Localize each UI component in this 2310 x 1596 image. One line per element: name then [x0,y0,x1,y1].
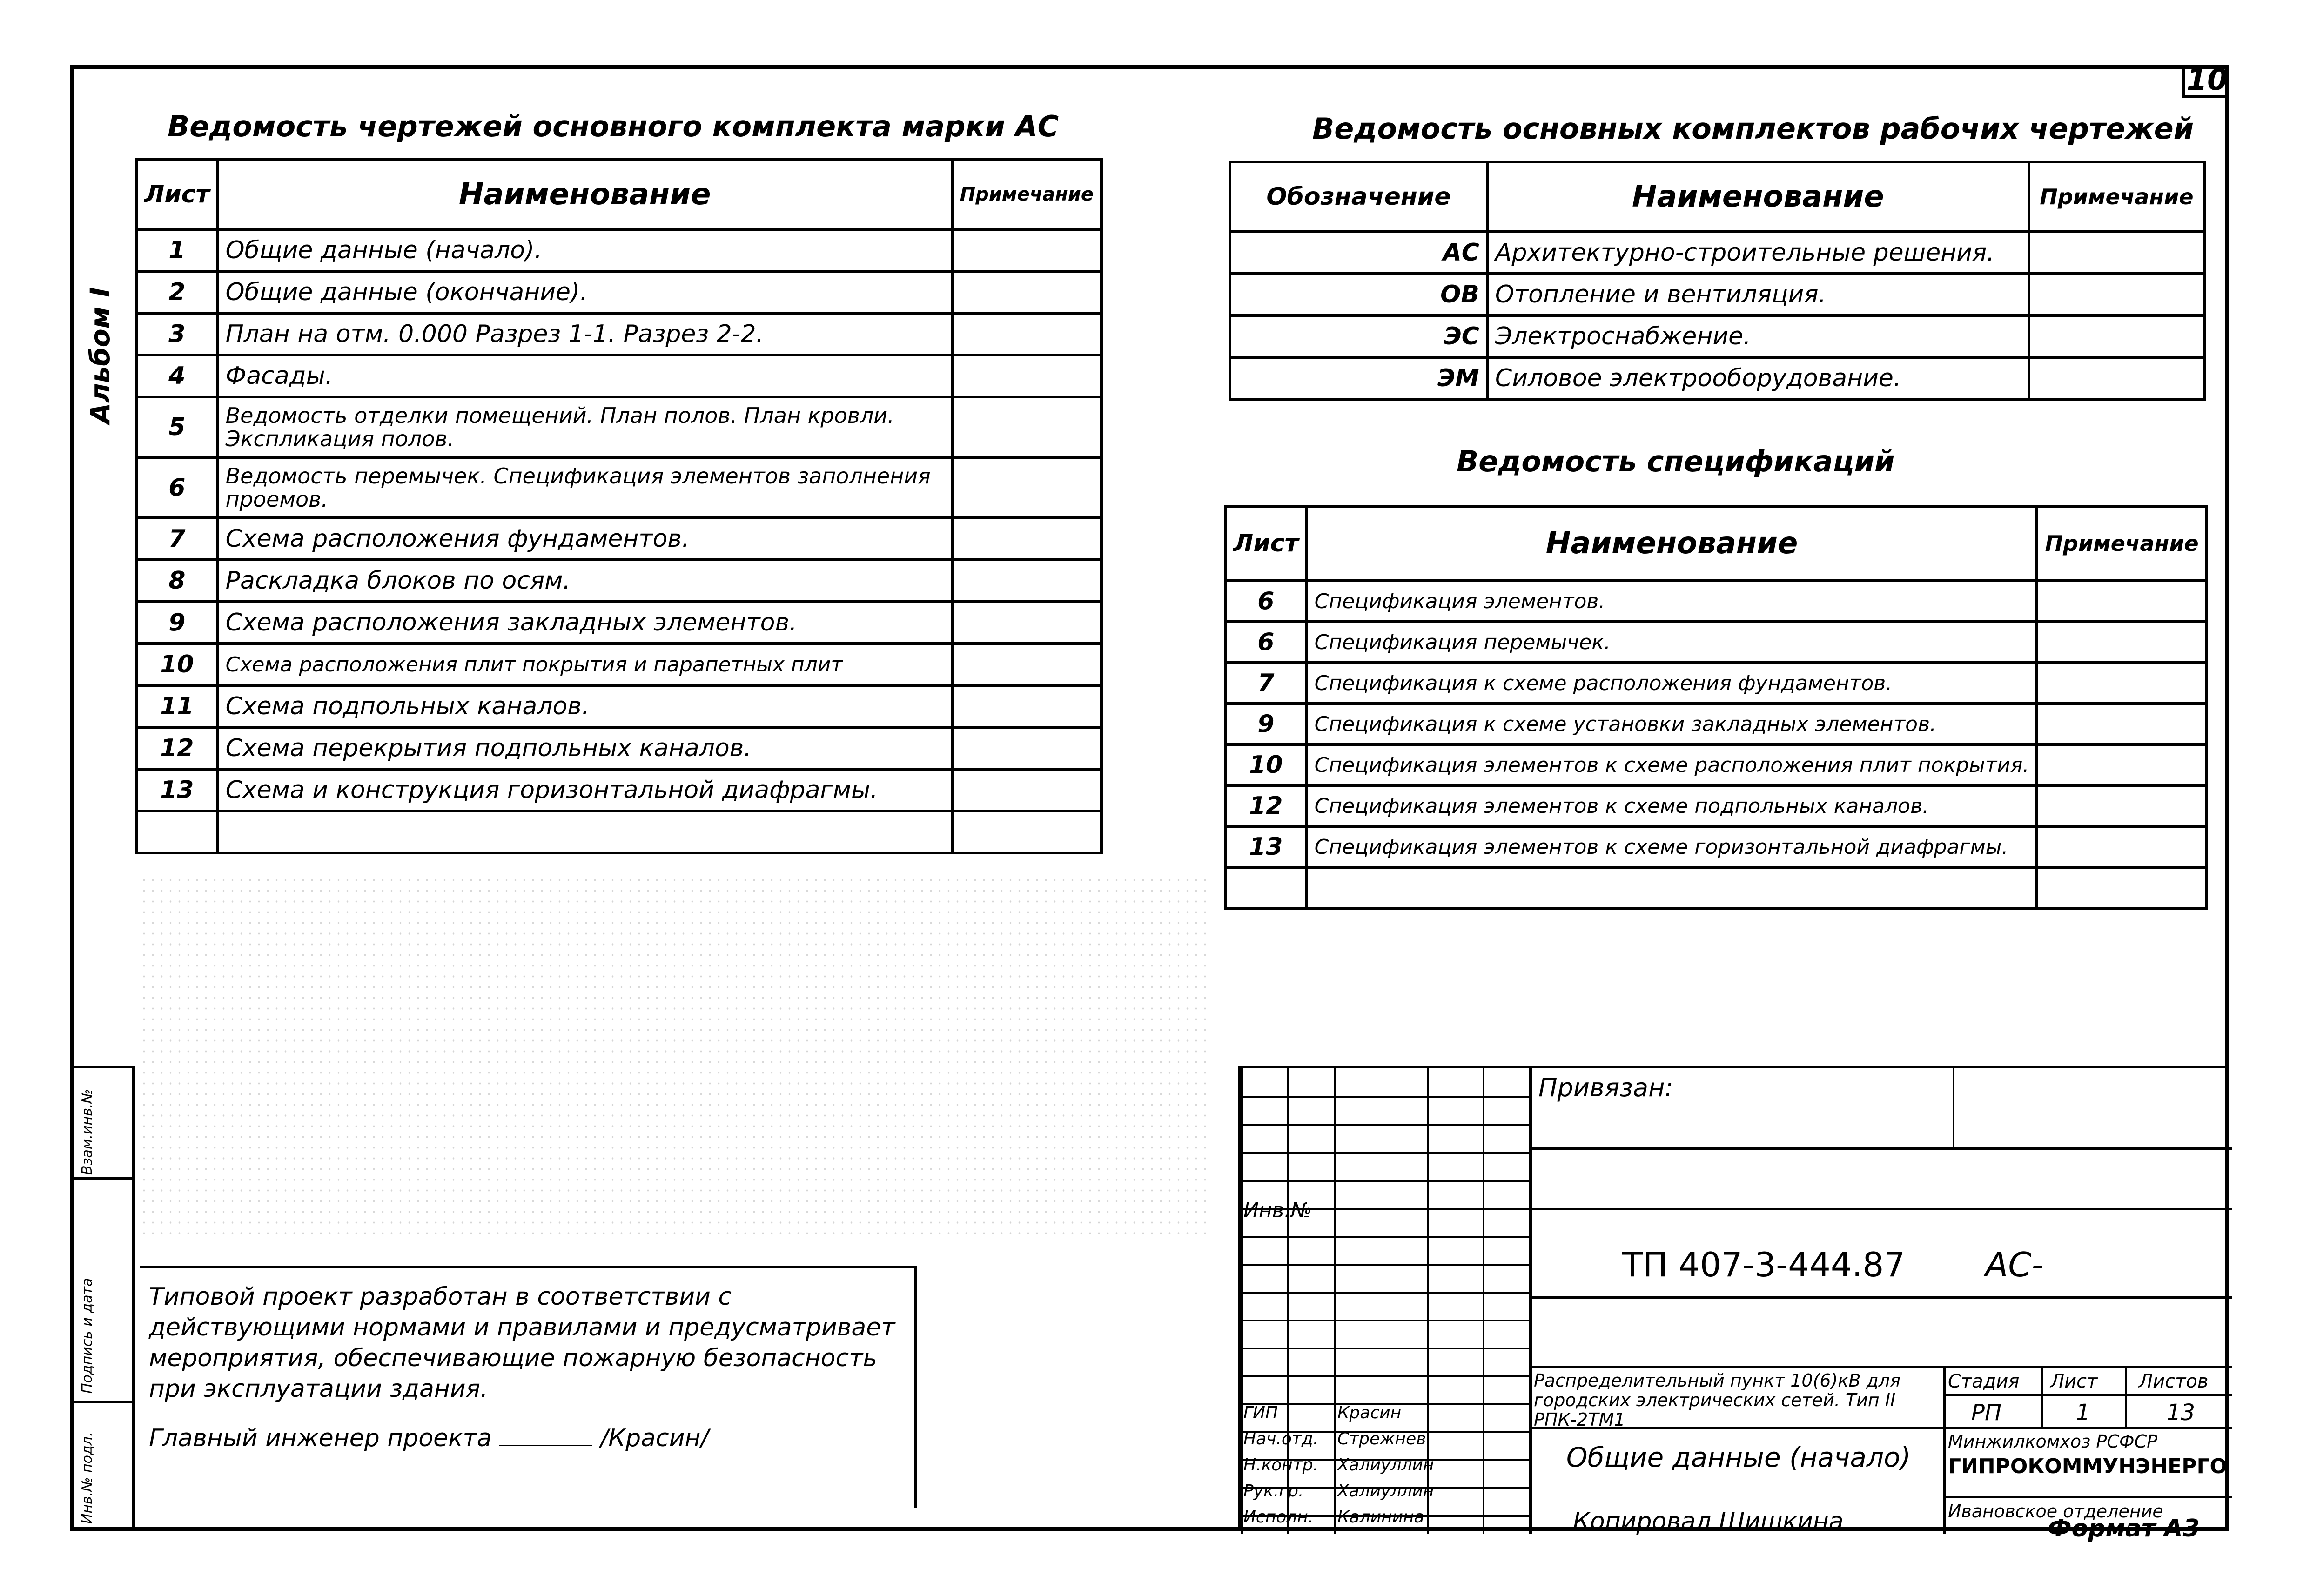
signature-role: Исполн. [1243,1508,1314,1527]
document-mark: АС- [1985,1245,2044,1284]
spec-name: Спецификация перемычек. [1307,622,2037,663]
drawings-list-title: Ведомость чертежей основного комплекта марки АС [168,109,1059,143]
signature-role: ГИП [1243,1403,1278,1422]
table-row [136,271,1101,313]
col-header-note: Примечание [952,160,1101,229]
col-header-sheet: Лист [1225,506,1307,581]
note-cell [952,355,1101,397]
table-row [1230,315,2204,357]
note-cell [2037,622,2206,663]
table-row [1225,826,2207,867]
drawings-table [135,158,1103,854]
side-cell-replace: Взам.инв.№ [70,1066,132,1177]
sheets-label: Листов [2139,1371,2209,1392]
sheet-number: 7 [136,518,218,560]
spec-name: Спецификация элементов к схеме подпольных каналов. [1307,785,2037,826]
col-header-name: Наименование [1307,506,2037,581]
drawing-name: Раскладка блоков по осям. [218,560,952,602]
document-code: ТП 407-3-444.87 [1622,1245,1906,1284]
sheet-number: 10 [1225,744,1307,785]
signature-name: Халиуллин [1337,1482,1434,1501]
stage-label: Стадия [1948,1371,2020,1392]
signature-role: Нач.отд. [1243,1429,1319,1448]
general-note [140,1266,917,1508]
note-cell [2037,581,2206,622]
sheet-number: 12 [136,727,218,769]
chief-engineer-line [149,1423,905,1454]
spec-name: Спецификация элементов к схеме расположения плит покрытия. [1307,744,2037,785]
note-cell [952,644,1101,685]
note-cell [2029,357,2204,399]
sheet-number: 11 [136,685,218,727]
table-row [136,727,1101,769]
note-cell [2037,785,2206,826]
table-row [136,355,1101,397]
table-row [136,560,1101,602]
table-row [136,602,1101,644]
col-header-note: Примечание [2029,162,2204,232]
col-header-name: Наименование [1487,162,2029,232]
table-row [1230,232,2204,274]
sheet-number: 6 [1225,622,1307,663]
table-row [1230,274,2204,315]
note-cell [952,397,1101,457]
spec-name: Спецификация к схеме установки закладных элементов. [1307,704,2037,744]
note-cell [952,727,1101,769]
sheet-number: 5 [136,397,218,457]
drawing-name: Схема расположения плит покрытия и парапетных плит [218,644,952,685]
table-row [136,811,1101,853]
sheet-value: 1 [2076,1400,2090,1426]
chief-engineer-name: /Красин/ [600,1424,709,1452]
note-cell [952,811,1101,853]
specs-list-title: Ведомость спецификаций [1457,444,1895,478]
drawing-name: Схема подпольных каналов. [218,685,952,727]
inv-label: Инв.№ [1243,1199,1312,1222]
sheet-number: 6 [1225,581,1307,622]
note-cell [952,602,1101,644]
spec-name: Спецификация элементов к схеме горизонтальной диафрагмы. [1307,826,2037,867]
org-line-1: Минжилкомхоз РСФСР [1948,1431,2158,1452]
sheet-number [136,811,218,853]
set-name: Архитектурно-строительные решения. [1487,232,2029,274]
note-cell [2037,867,2206,908]
drawing-name: Схема и конструкция горизонтальной диафрагмы. [218,769,952,811]
set-name: Силовое электрооборудование. [1487,357,2029,399]
sheet-number: 13 [1225,826,1307,867]
table-row [136,518,1101,560]
set-code: ОВ [1230,274,1487,315]
note-cell [2029,274,2204,315]
sheet-number: 2 [136,271,218,313]
table-row [1230,357,2204,399]
sheet-number: 7 [1225,663,1307,704]
table-row [136,229,1101,271]
set-name: Электроснабжение. [1487,315,2029,357]
org-line-2: ГИПРОКОММУНЭНЕРГО [1948,1455,2227,1478]
spec-name: Спецификация к схеме расположения фундаментов. [1307,663,2037,704]
table-row [1225,785,2207,826]
sets-table [1229,161,2206,401]
sheet-title: Общие данные (начало) [1566,1442,1911,1473]
drawing-name: Схема расположения закладных элементов. [218,602,952,644]
note-cell [952,685,1101,727]
drawing-name: Общие данные (окончание). [218,271,952,313]
table-row [136,685,1101,727]
note-cell [2037,704,2206,744]
signature-line [499,1445,592,1446]
sheet-number: 12 [1225,785,1307,826]
col-header-note: Примечание [2037,506,2206,581]
drawing-name: Ведомость перемычек. Спецификация элементов заполнения проемов. [218,457,952,518]
album-label: Альбом I [84,287,116,424]
copied-by: Копировал Шишкина [1573,1508,1844,1536]
spec-name: Спецификация элементов. [1307,581,2037,622]
signature-name: Стрежнев [1337,1429,1426,1448]
note-cell [2037,744,2206,785]
page-number: 10 [2182,65,2229,98]
table-row [1225,744,2207,785]
signature-name: Калинина [1337,1508,1424,1527]
sheet-number [1225,867,1307,908]
drawing-name: Ведомость отделки помещений. План полов. План кровли. Экспликация полов. [218,397,952,457]
note-cell [952,518,1101,560]
signature-name: Халиуллин [1337,1455,1434,1475]
note-cell [2029,232,2204,274]
privyazan-label: Привязан: [1538,1073,1673,1102]
sets-list-title: Ведомость основных комплектов рабочих чертежей [1312,112,2194,146]
note-cell [2037,826,2206,867]
set-code: АС [1230,232,1487,274]
drawing-name: Схема перекрытия подпольных каналов. [218,727,952,769]
side-cell-signature: Подпись и дата [70,1177,132,1401]
object-description: Распределительный пункт 10(6)кВ для городских электрических сетей. Тип II РПК-2ТМ1 [1534,1370,1900,1430]
note-text: Типовой проект разработан в соответствии с действующими нормами и правилами и предусматривает мероприятия, обеспечивающие пожарную безопасность при эксплуатации здания. [149,1283,895,1403]
table-row [1225,663,2207,704]
sheets-value: 13 [2167,1400,2196,1426]
sheet-number: 3 [136,313,218,355]
signature-role: Рук.гр. [1243,1482,1304,1501]
table-row [1225,867,2207,908]
signature-role: Н.контр. [1243,1455,1319,1475]
table-row [136,457,1101,518]
scan-noise [140,875,1210,1238]
org-line-3: Ивановское отделение [1948,1501,2163,1522]
paper-format: Формат А3 [2048,1515,2200,1542]
note-cell [952,560,1101,602]
sheet-number: 4 [136,355,218,397]
note-cell [952,313,1101,355]
table-row [136,313,1101,355]
sheet-number: 8 [136,560,218,602]
signature-name: Красин [1337,1403,1402,1422]
sheet-number: 6 [136,457,218,518]
table-row [1225,581,2207,622]
note-cell [952,457,1101,518]
col-header-sheet: Лист [136,160,218,229]
stage-value: РП [1971,1400,2002,1426]
col-header-name: Наименование [218,160,952,229]
note-cell [2029,315,2204,357]
note-cell [952,271,1101,313]
table-row [1225,622,2207,663]
table-row [136,397,1101,457]
note-cell [952,229,1101,271]
sheet-number: 10 [136,644,218,685]
drawing-name: План на отм. 0.000 Разрез 1-1. Разрез 2-2. [218,313,952,355]
sheet-number: 1 [136,229,218,271]
note-cell [952,769,1101,811]
note-cell [2037,663,2206,704]
chief-engineer-label: Главный инженер проекта [149,1424,492,1452]
spec-name [1307,867,2037,908]
sheet-label: Лист [2050,1371,2098,1392]
drawing-name: Общие данные (начало). [218,229,952,271]
set-code: ЭС [1230,315,1487,357]
drawing-name: Схема расположения фундаментов. [218,518,952,560]
col-header-code: Обозначение [1230,162,1487,232]
sheet-number: 9 [136,602,218,644]
specs-table [1224,505,2208,910]
title-block [1238,1066,2229,1531]
drawing-name: Фасады. [218,355,952,397]
side-strip [70,1066,135,1531]
set-code: ЭМ [1230,357,1487,399]
table-row [136,769,1101,811]
sheet-number: 9 [1225,704,1307,744]
table-row [136,644,1101,685]
table-row [1225,704,2207,744]
sheet-number: 13 [136,769,218,811]
set-name: Отопление и вентиляция. [1487,274,2029,315]
drawing-name [218,811,952,853]
side-cell-inv: Инв.№ подл. [70,1401,132,1531]
